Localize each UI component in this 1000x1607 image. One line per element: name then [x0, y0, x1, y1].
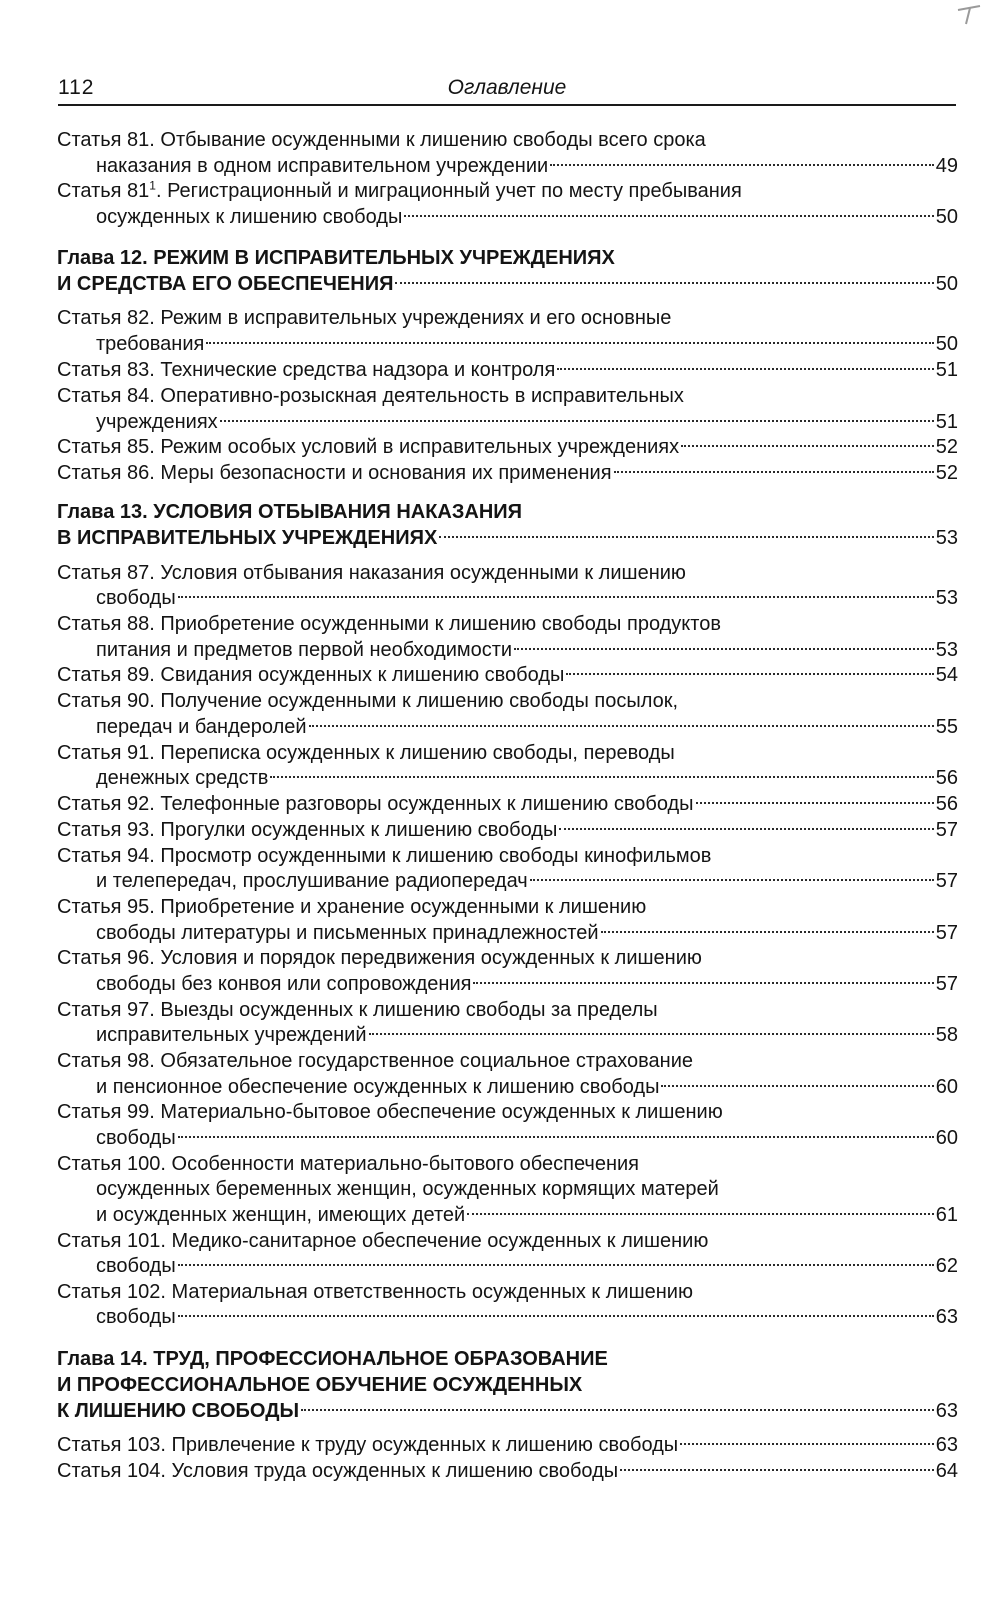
toc-entry-text: Статья 88. Приобретение осужденными к лишению свободы продуктов	[57, 613, 721, 635]
toc-entry-text: Статья 91. Переписка осужденных к лишению свободы, переводы	[57, 742, 675, 764]
toc-chapter-14[interactable]	[57, 1346, 608, 1372]
toc-entry-text: Статья 96. Условия и порядок передвижения осужденных к лишению	[57, 947, 702, 969]
toc-entry-text: Статья 82. Режим в исправительных учреждениях и его основные	[57, 307, 672, 329]
toc-article-97-cont[interactable]	[96, 1022, 958, 1048]
running-title: Оглавление	[447, 76, 567, 99]
toc-article-84[interactable]	[57, 383, 684, 409]
toc-chapter-title: И ПРОФЕССИОНАЛЬНОЕ ОБУЧЕНИЕ ОСУЖДЕННЫХ	[57, 1374, 583, 1396]
toc-page-number: 55	[935, 716, 958, 738]
toc-entry-text: Статья 84. Оперативно-розыскная деятельность в исправительных	[57, 385, 684, 407]
toc-entry-text: свободы без конвоя или сопровождения	[96, 973, 472, 995]
toc-page-number: 60	[935, 1076, 958, 1098]
toc-entry-text: свободы литературы и письменных принадлежностей	[96, 922, 599, 944]
dot-leader	[514, 648, 934, 650]
toc-entry-text: Статья 99. Материально-бытовое обеспечение осужденных к лишению	[57, 1101, 723, 1123]
toc-entry-text: требования	[96, 333, 205, 355]
header-rule	[58, 104, 956, 106]
toc-entry-text: Статья 90. Получение осужденными к лишению свободы посылок,	[57, 690, 679, 712]
toc-article-97[interactable]	[57, 997, 658, 1023]
dot-leader	[680, 1443, 934, 1445]
toc-entry-text: Статья 100. Особенности материально-бытового обеспечения	[57, 1153, 640, 1175]
toc-page-number: 50	[935, 206, 958, 228]
toc-page-number: 63	[935, 1306, 958, 1328]
toc-chapter-12-cont[interactable]	[57, 271, 958, 297]
toc-entry-text: Статья 102. Материальная ответственность осужденных к лишению	[57, 1281, 693, 1303]
dot-leader	[178, 1136, 934, 1138]
toc-chapter-title: В ИСПРАВИТЕЛЬНЫХ УЧРЕЖДЕНИЯХ	[57, 527, 438, 549]
toc-article-94[interactable]	[57, 843, 711, 869]
toc-entry-text: Статья 86. Меры безопасности и основания их применения	[57, 462, 612, 484]
toc-page-number: 56	[935, 767, 958, 789]
toc-entry-text: и осужденных женщин, имеющих детей	[96, 1204, 466, 1226]
toc-article-87[interactable]	[57, 560, 686, 586]
toc-entry-text: Статья $81^1$. Регистрационный и миграционный учет по месту пребывания	[57, 178, 742, 202]
toc-entry-text: передач и бандеролей	[96, 716, 307, 738]
toc-entry-text: Статья 87. Условия отбывания наказания осужденными к лишению	[57, 562, 686, 584]
toc-entry-text: свободы	[96, 1255, 176, 1277]
page-number: 112	[58, 76, 95, 99]
dot-leader	[614, 471, 934, 473]
dot-leader	[620, 1469, 934, 1471]
toc-article-91[interactable]	[57, 740, 675, 766]
toc-page-number: 57	[935, 922, 958, 944]
dot-leader	[178, 1315, 934, 1317]
toc-page-number: 52	[935, 462, 958, 484]
dot-leader	[206, 342, 933, 344]
dot-leader	[601, 931, 934, 933]
toc-article-100[interactable]	[57, 1151, 639, 1177]
toc-article-100-cont[interactable]	[96, 1176, 719, 1202]
toc-page-number: 52	[935, 436, 958, 458]
toc-article-90-cont[interactable]	[96, 714, 958, 740]
toc-article-89[interactable]	[57, 662, 958, 688]
dot-leader	[220, 420, 934, 422]
toc-page-number: 63	[935, 1434, 958, 1456]
toc-page-number: 56	[935, 793, 958, 815]
toc-chapter-14-cont[interactable]	[57, 1372, 582, 1398]
toc-entry-text: Статья 97. Выезды осужденных к лишению свободы за пределы	[57, 999, 658, 1021]
toc-article-91-cont[interactable]	[96, 765, 958, 791]
toc-article-96[interactable]	[57, 945, 702, 971]
toc-article-82-cont[interactable]	[96, 331, 958, 357]
toc-page-number: 54	[935, 664, 958, 686]
toc-page-number: 58	[935, 1024, 958, 1046]
toc-page-number: 62	[935, 1255, 958, 1277]
superscript: 1	[149, 178, 156, 193]
toc-entry-text: Статья 81. Отбывание осужденными к лишению свободы всего срока	[57, 129, 706, 151]
toc-entry-text: осужденных беременных женщин, осужденных кормящих матерей	[96, 1178, 719, 1200]
toc-chapter-title: Глава 14. ТРУД, ПРОФЕССИОНАЛЬНОЕ ОБРАЗОВАНИЕ	[57, 1348, 608, 1370]
toc-entry-text: свободы	[96, 587, 176, 609]
dot-leader	[178, 596, 934, 598]
toc-entry-text: исправительных учреждений	[96, 1024, 367, 1046]
toc-entry-text: осужденных к лишению свободы	[96, 206, 403, 228]
toc-page-number: 57	[935, 870, 958, 892]
toc-article-101[interactable]	[57, 1228, 708, 1254]
toc-page-number: 51	[935, 359, 958, 381]
toc-entry-text: Статья 98. Обязательное государственное социальное страхование	[57, 1050, 693, 1072]
toc-article-101-cont[interactable]	[96, 1253, 958, 1279]
toc-article-81[interactable]	[57, 127, 706, 153]
toc-entry-text: Статья 101. Медико-санитарное обеспечение осужденных к лишению	[57, 1230, 709, 1252]
toc-entry-text: Статья 93. Прогулки осужденных к лишению свободы	[57, 819, 558, 841]
toc-article-99-cont[interactable]	[96, 1125, 958, 1151]
toc-page-number: 49	[935, 155, 958, 177]
toc-article-93[interactable]	[57, 817, 958, 843]
toc-page-number: 57	[935, 819, 958, 841]
toc-entry-text: Статья 104. Условия труда осужденных к лишению свободы	[57, 1460, 619, 1482]
toc-article-102[interactable]	[57, 1279, 693, 1305]
toc-chapter-14-cont2[interactable]	[57, 1398, 958, 1424]
toc-article-104[interactable]	[57, 1458, 958, 1484]
dot-leader	[681, 445, 934, 447]
toc-entry-text: Статья 89. Свидания осужденных к лишению свободы	[57, 664, 565, 686]
dot-leader	[369, 1033, 934, 1035]
toc-article-85[interactable]	[57, 434, 958, 460]
toc-article-98[interactable]	[57, 1048, 693, 1074]
toc-page-number: 63	[935, 1400, 958, 1422]
dot-leader	[178, 1264, 934, 1266]
toc-entry-text: свободы	[96, 1127, 176, 1149]
toc-entry-text: учреждениях	[96, 411, 218, 433]
toc-article-81-1-cont[interactable]	[96, 204, 958, 230]
dot-leader	[566, 673, 933, 675]
toc-article-102-cont[interactable]	[96, 1304, 958, 1330]
toc-article-95[interactable]	[57, 894, 646, 920]
toc-article-84-cont[interactable]	[96, 409, 958, 435]
toc-article-99[interactable]	[57, 1099, 723, 1125]
toc-article-82[interactable]	[57, 305, 671, 331]
toc-article-87-cont[interactable]	[96, 585, 958, 611]
toc-page-number: 64	[935, 1460, 958, 1482]
toc-entry-text: и пенсионное обеспечение осужденных к лишению свободы	[96, 1076, 660, 1098]
dot-leader	[530, 879, 934, 881]
toc-page-number: 50	[935, 273, 958, 295]
toc-chapter-title: К ЛИШЕНИЮ СВОБОДЫ	[57, 1400, 300, 1422]
toc-article-83[interactable]	[57, 357, 958, 383]
corner-smudge-mark	[956, 2, 982, 28]
dot-leader	[404, 215, 933, 217]
toc-chapter-title: Глава 13. УСЛОВИЯ ОТБЫВАНИЯ НАКАЗАНИЯ	[57, 501, 523, 523]
toc-article-81-1[interactable]	[57, 178, 742, 204]
toc-article-88-cont[interactable]	[96, 637, 958, 663]
toc-article-96-cont[interactable]	[96, 971, 958, 997]
toc-article-90[interactable]	[57, 688, 678, 714]
toc-page-number: 53	[935, 527, 958, 549]
toc-page-number: 57	[935, 973, 958, 995]
toc-entry-text: наказания в одном исправительном учреждении	[96, 155, 549, 177]
toc-entry-text: денежных средств	[96, 767, 269, 789]
toc-article-88[interactable]	[57, 611, 721, 637]
dot-leader	[467, 1213, 934, 1215]
toc-article-92[interactable]	[57, 791, 958, 817]
toc-chapter-12[interactable]	[57, 245, 615, 271]
toc-entry-text: Статья 83. Технические средства надзора и контроля	[57, 359, 556, 381]
toc-article-94-cont[interactable]	[96, 868, 958, 894]
page-header	[58, 72, 956, 106]
dot-leader	[473, 982, 933, 984]
toc-chapter-title: Глава 12. РЕЖИМ В ИСПРАВИТЕЛЬНЫХ УЧРЕЖДЕНИЯХ	[57, 247, 615, 269]
toc-article-100-cont2[interactable]	[96, 1202, 958, 1228]
toc-chapter-title: И СРЕДСТВА ЕГО ОБЕСПЕЧЕНИЯ	[57, 273, 394, 295]
toc-entry-text: и телепередач, прослушивание радиопередач	[96, 870, 528, 892]
dot-leader	[557, 368, 933, 370]
toc-page-number: 60	[935, 1127, 958, 1149]
dot-leader	[661, 1085, 933, 1087]
toc-entry-text: свободы	[96, 1306, 176, 1328]
toc-page-number: 53	[935, 639, 958, 661]
dot-leader	[301, 1409, 934, 1411]
toc-chapter-13-cont[interactable]	[57, 525, 958, 551]
toc-entry-text: питания и предметов первой необходимости	[96, 639, 513, 661]
toc-article-81-cont[interactable]	[96, 153, 958, 179]
toc-entry-text: Статья 103. Привлечение к труду осужденных к лишению свободы	[57, 1434, 679, 1456]
toc-page-number: 53	[935, 587, 958, 609]
toc-entry-text: Статья 92. Телефонные разговоры осужденных к лишению свободы	[57, 793, 694, 815]
toc-entry-text: Статья 85. Режим особых условий в исправительных учреждениях	[57, 436, 680, 458]
toc-article-86[interactable]	[57, 460, 958, 486]
toc-page-number: 61	[935, 1204, 958, 1226]
toc-entry-text: Статья 95. Приобретение и хранение осужденными к лишению	[57, 896, 647, 918]
toc-page-number: 51	[935, 411, 958, 433]
toc-page-number: 50	[935, 333, 958, 355]
toc-chapter-13[interactable]	[57, 499, 522, 525]
dot-leader	[439, 536, 933, 538]
dot-leader	[309, 725, 934, 727]
dot-leader	[270, 776, 933, 778]
dot-leader	[395, 282, 933, 284]
toc-article-103[interactable]	[57, 1432, 958, 1458]
dot-leader	[550, 164, 934, 166]
toc-article-95-cont[interactable]	[96, 920, 958, 946]
toc-entry-text: Статья 94. Просмотр осужденными к лишению свободы кинофильмов	[57, 845, 712, 867]
dot-leader	[696, 802, 934, 804]
dot-leader	[559, 828, 933, 830]
toc-article-98-cont[interactable]	[96, 1074, 958, 1100]
